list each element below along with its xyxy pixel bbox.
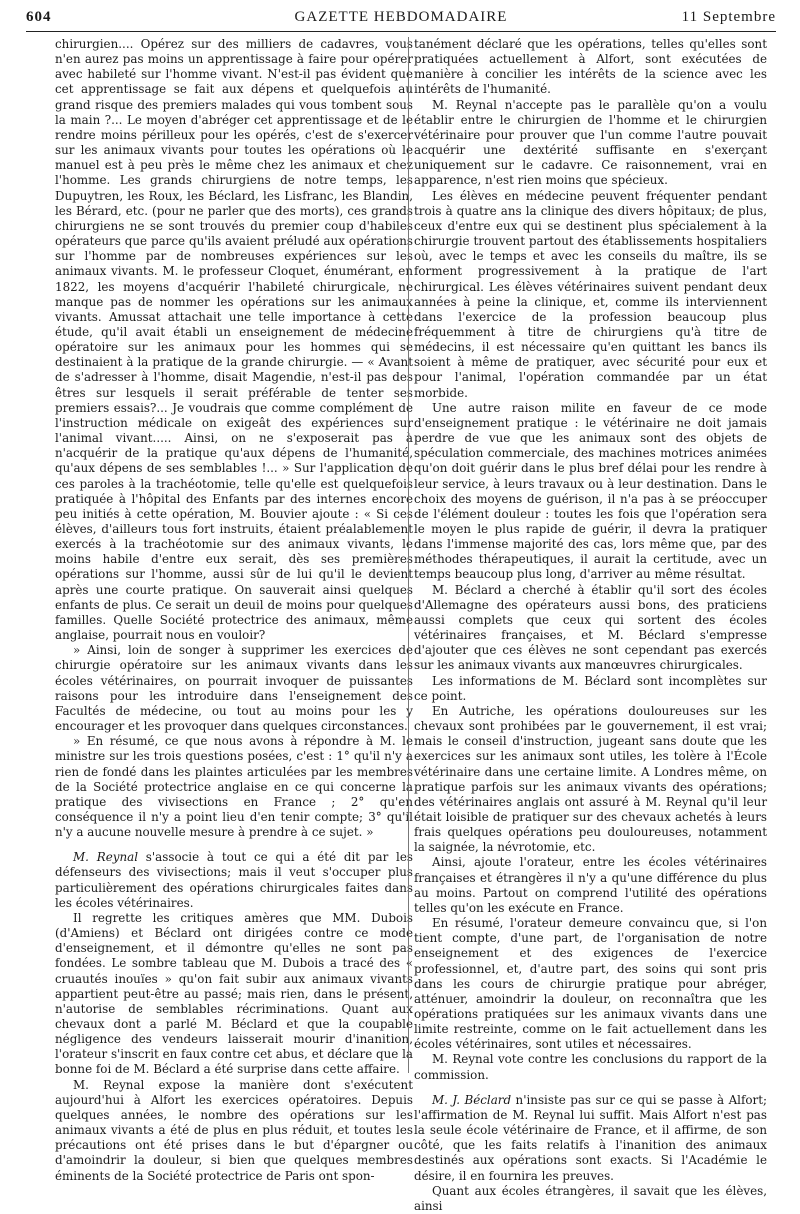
paragraph: tanément déclaré que les opérations, telles qu'elles sont pratiquées actuellement à Alfort, sont exécutées de manière à concilier les intérêts de la science avec les intérêts de l'humanité. [414, 37, 767, 97]
paragraph: M. Reynal expose la manière dont s'exécutent aujourd'hui à Alfort les exercices opératoires. Depuis quelques années, le nombre des opérations sur les animaux vivants a été de plus en plus réduit, et toutes les précautions ont été prises dans le but d'épargner ou d'amoindrir la douleur, si bien que quelques membres éminents de la Société protectrice de Paris ont spon- [55, 1077, 413, 1183]
paragraph: Les informations de M. Béclard sont incomplètes sur ce point. [414, 673, 767, 703]
paragraph: chirurgien.... Opérez sur des milliers de cadavres, vous n'en aurez pas moins un apprentissage à faire pour opérer avec habileté sur l'homme vivant. N'est-il pas évident que cet apprentissage se fait aux dépens et quelquefois au grand risque des premiers malades qui vous tombent sous la main ?... Le moyen d'abréger cet apprentissage et de le rendre moins périlleux pour les opérés, c'est de s'exercer sur les animaux vivants pour toutes les opérations où le manuel est à peu près le même chez les animaux et chez l'homme. Les grands chirurgiens de notre temps, les Dupuytren, les Roux, les Béclard, les Lisfranc, les Blandin, les Bérard, etc. (pour ne parler que des morts), ces grands chirurgiens ne se sont trouvés du premier coup d'habiles opérateurs que parce qu'ils avaient préludé aux opérations sur l'homme par de nombreuses expériences sur les animaux vivants. M. le professeur Cloquet, énumérant, en 1822, les moyens d'acquérir l'habileté chirurgicale, ne manque pas de nommer les opérations sur les animaux vivants. Amussat attachait une telle importance à cette étude, qu'il avait établi un enseignement de médecine opératoire sur les animaux pour les hommes qui se destinaient à la pratique de la grande chirurgie. — « Avant de s'adresser à l'homme, disait Magendie, n'est-il pas des êtres sur lesquels il serait préférable de tenter ses premiers essais?... Je voudrais que comme complément de l'instruction médicale on exigeât des expériences sur l'animal vivant..... Ainsi, on ne s'exposerait pas à n'acquérir de la pratique qu'aux dépens de l'humanité, qu'aux dépens de ses semblables !... » Sur l'application de ces paroles à la trachéotomie, telle qu'elle est quelquefois pratiquée à l'hôpital des Enfants par des internes encore peu initiés à cette opération, M. Bouvier ajoute : « Si ces élèves, d'ailleurs tous fort instruits, étaient préalablement exercés à la trachéotomie sur des animaux vivants, le moins habile d'entre eux serait, dès ses premières opérations sur l'homme, aussi sûr de lui qu'il le devient après une courte pratique. On sauverait ainsi quelques enfants de plus. Ce serait un deuil de moins pour quelques familles. Quelle Société protectrice des animaux, même anglaise, pourrait nous en vouloir? [55, 37, 413, 643]
right-column [414, 37, 767, 1213]
paragraph: En Autriche, les opérations douloureuses sur les chevaux sont prohibées par le gouvernement, il est vrai; mais le conseil d'instruction, jugeant sans doute que les exercices sur les animaux sont utiles, les tolère à l'École vétérinaire dans une certaine limite. A Londres même, on pratique parfois sur les animaux vivants des opérations; des vétérinaires anglais ont assuré à M. Reynal qu'il leur était loisible de pratiquer sur des chevaux achetés à leurs frais quelques opérations peu douloureuses, notamment la saignée, la névrotomie, etc. [414, 703, 767, 855]
page-number: 604 [26, 9, 52, 25]
left-column [55, 37, 413, 1183]
column-divider [408, 37, 409, 1073]
paragraph: Quant aux écoles étrangères, il savait que les élèves, ainsi [414, 1183, 767, 1213]
paragraph: M. Reynal s'associe à tout ce qui a été dit par les défenseurs des vivisections; mais il veut s'occuper plus particulièrement des opérations chirurgicales faites dans les écoles vétérinaires. [55, 850, 413, 910]
paragraph: Ainsi, ajoute l'orateur, entre les écoles vétérinaires françaises et étrangères il n'y a qu'une différence du plus au moins. Partout on comprend l'utilité des opérations telles qu'on les exécute en France. [414, 855, 767, 915]
speaker-name: M. J. Béclard [432, 1092, 512, 1107]
paragraph: M. Reynal vote contre les conclusions du rapport de la commission. [414, 1052, 767, 1082]
page-header [26, 7, 776, 33]
paragraph: En résumé, l'orateur demeure convaincu que, si l'on tient compte, d'une part, de l'organisation de notre enseignement et des exigences de l'exercice professionnel, et, d'autre part, des soins qui sont pris dans les cours de chirurgie pratique pour abréger, atténuer, amoindrir la douleur, on reconnaîtra que les opérations pratiquées sur les animaux vivants dans une limite restreinte, comme on le fait actuellement dans les écoles vétérinaires, sont utiles et nécessaires. [414, 916, 767, 1052]
journal-title: GAZETTE HEBDOMADAIRE [294, 9, 508, 25]
speaker-name: M. Reynal [73, 850, 139, 865]
paragraph: » Ainsi, loin de songer à supprimer les exercices de chirurgie opératoire sur les animaux vivants dans les écoles vétérinaires, on pourrait invoquer de puissantes raisons pour les introduire dans l'enseignement des Facultés de médecine, ou tout au moins pour les y encourager et les provoquer dans quelques circonstances. [55, 643, 413, 734]
paragraph: M. J. Béclard n'insiste pas sur ce qui se passe à Alfort; l'affirmation de M. Reynal lui suffit. Mais Alfort n'est pas la seule école vétérinaire de France, et il affirme, de son côté, que les faits relatifs à l'inanition des animaux destinés aux opérations sont exacts. Si l'Académie le désire, il en fournira les preuves. [414, 1092, 767, 1183]
paragraph: Les élèves en médecine peuvent fréquenter pendant trois à quatre ans la clinique des divers hôpitaux; de plus, ceux d'entre eux qui se destinent plus spécialement à la chirurgie trouvent partout des établissements hospitaliers où, avec le temps et avec les conseils du maître, ils se forment progressivement à la pratique de l'art chirurgical. Les élèves vétérinaires suivent pendant deux années à peine la clinique, et, comme ils interviennent dans l'exercice de la profession beaucoup plus fréquemment à titre de chirurgiens qu'à titre de médecins, il est nécessaire qu'en quittant les bancs ils soient à même de pratiquer, avec sécurité pour eux et pour l'animal, l'opération commandée par un état morbide. [414, 188, 767, 400]
header-rule [26, 31, 776, 32]
paragraph: Il regrette les critiques amères que MM. Dubois (d'Amiens) et Béclard ont dirigées contre ce mode d'enseignement, et il démontre qu'elles ne sont pas fondées. Le sombre tableau que M. Dubois a tracé des « cruautés inouïes » qu'on fait subir aux animaux vivants appartient peut-être au passé; mais rien, dans le présent, n'autorise de semblables récriminations. Quant aux chevaux dont a parlé M. Béclard et que la coupable négligence des vendeurs laisserait mourir d'inanition, l'orateur s'inscrit en faux contre cet abus, et déclare que la bonne foi de M. Béclard a été surprise dans cette affaire. [55, 910, 413, 1077]
paragraph: Une autre raison milite en faveur de ce mode d'enseignement pratique : le vétérinaire ne doit jamais perdre de vue que les animaux sont des objets de spéculation commerciale, des machines motrices animées qu'on doit guérir dans le plus bref délai pour les rendre à leur service, à leurs travaux ou à leur destination. Dans le choix des moyens de guérison, il n'a pas à se préoccuper de l'élément douleur : toutes les fois que l'opération sera le moyen le plus rapide de guérir, il devra la pratiquer dans l'immense majorité des cas, lors même que, par des méthodes thérapeutiques, il aurait la certitude, avec un temps beaucoup plus long, d'arriver au même résultat. [414, 400, 767, 582]
paragraph: » En résumé, ce que nous avons à répondre à M. le ministre sur les trois questions posées, c'est : 1° qu'il n'y a rien de fondé dans les plaintes articulées par les membres de la Société protectrice anglaise en ce qui concerne la pratique des vivisections en France ; 2° qu'en conséquence il n'y a point lieu d'en tenir compte; 3° qu'il n'y a aucune nouvelle mesure à prendre à ce sujet. » [55, 734, 413, 840]
paragraph: M. Reynal n'accepte pas le parallèle qu'on a voulu établir entre le chirurgien de l'homme et le chirurgien vétérinaire pour prouver que l'un comme l'autre pouvait acquérir une dextérité suffisante en s'exerçant uniquement sur le cadavre. Ce raisonnement, vrai en apparence, n'est rien moins que spécieux. [414, 97, 767, 188]
paragraph: M. Béclard a cherché à établir qu'il sort des écoles d'Allemagne des opérateurs aussi bons, des praticiens aussi complets que ceux qui sortent des écoles vétérinaires françaises, et M. Béclard s'empresse d'ajouter que ces élèves ne sont cependant pas exercés sur les animaux vivants aux manœuvres chirurgicales. [414, 582, 767, 673]
issue-date: 11 Septembre [681, 9, 776, 25]
